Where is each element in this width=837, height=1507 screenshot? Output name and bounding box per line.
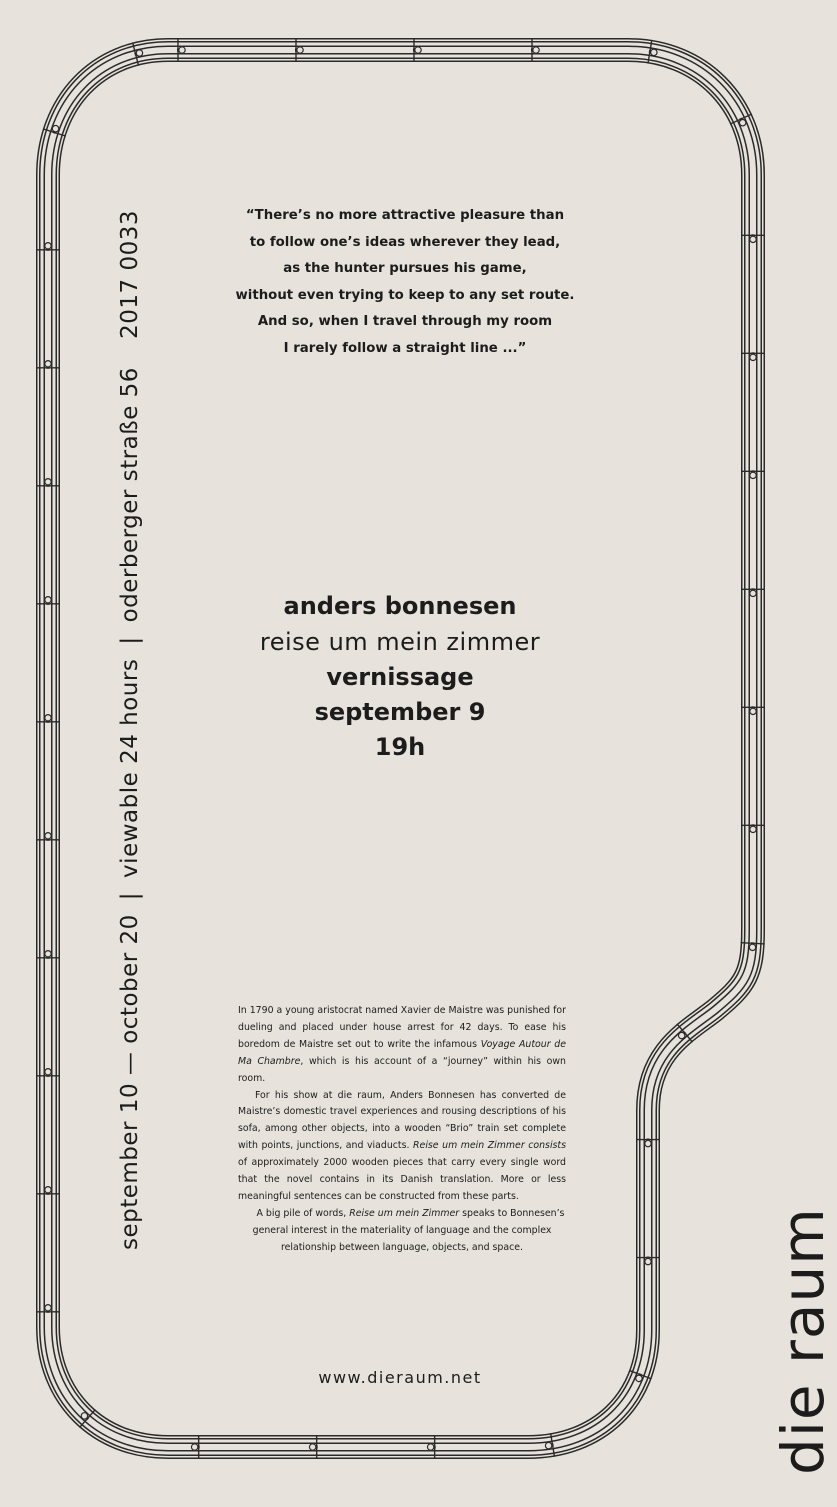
gallery-logo: die raum [769,1207,837,1475]
separator: | [117,891,143,901]
quote-line: And so, when I travel through my room [257,314,553,329]
quote-line: “There’s no more attractive pleasure than [245,208,565,223]
description-paragraph: For his show at die raum, Anders Bonnesen has converted de Maistre’s domestic travel experiences and rousing descriptions of his sofa, among other objects, into a wooden “Brio” train set complete with points, junctions, and viaducts. Reise um mein Zimmer consists of approximately 2000 wooden pieces that carry every single word that the novel contains in its Danish translation. More or less meaningful sentences can be constructed from these parts. [238,1089,566,1202]
description-paragraph: In 1790 a young aristocrat named Xavier de Maistre was punished for dueling and placed under house arrest for 42 days. To ease his boredom de Maistre set out to write the infamous Voyage Autour de Ma Chambre, which is his account of a “journey” within his own room. [238,1005,566,1084]
exhibition-dates: september 10 — october 20 [117,914,143,1250]
quote-line: without even trying to keep to any set route. [235,287,575,303]
viewing-hours: viewable 24 hours [117,658,143,878]
exhibition-title: reise um mein zimmer [259,628,541,656]
separator: | [117,636,143,645]
quote-line: to follow one’s ideas wherever they lead, [249,234,561,250]
gallery-address: oderberger straße 56 [117,367,143,623]
catalog-number: 2017 0033 [117,210,143,339]
epigraph-quote [230,203,580,362]
quote-line: as the hunter pursues his game, [283,261,527,276]
artist-name: anders bonnesen [283,592,517,620]
description-text [238,1003,566,1257]
website-link[interactable]: www.dieraum.net [318,1368,482,1387]
quote-line: I rarely follow a straight line ...” [283,340,527,356]
exhibition-info-vertical [100,210,160,1250]
event-time: 19h [374,733,426,761]
event-block [180,588,620,765]
event-date: september 9 [314,698,486,726]
description-paragraph: A big pile of words, Reise um mein Zimmer speaks to Bonnesen’s general interest in the materiality of language and the complex relationship between language, objects, and space. [252,1207,565,1253]
event-type: vernissage [326,663,474,691]
